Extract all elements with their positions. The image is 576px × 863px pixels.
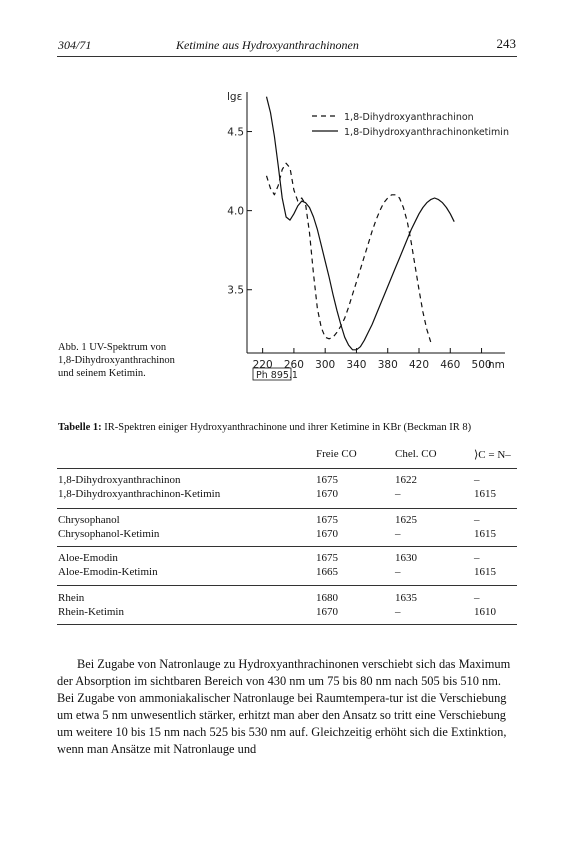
chel-co-value: 1635	[395, 592, 417, 604]
compound-name: 1,8-Dihydroxyanthrachinon	[58, 474, 181, 486]
column-header-chel-co: Chel. CO	[395, 448, 437, 460]
compound-name: Rhein	[58, 592, 85, 604]
caption-line: und seinem Ketimin.	[58, 368, 146, 379]
freie-co-value: 1670	[316, 488, 338, 500]
x-tick-label: 420	[408, 359, 430, 371]
header-rule	[57, 56, 517, 57]
x-tick-label: 460	[440, 359, 461, 371]
table-rule	[57, 508, 517, 509]
table-row	[58, 606, 518, 620]
caption-line: 1,8-Dihydroxyanthrachinon	[58, 355, 175, 366]
chart-legend	[312, 112, 509, 138]
x-tick-label: 380	[377, 359, 398, 371]
compound-name: Chrysophanol	[58, 514, 120, 526]
body-text	[57, 656, 519, 758]
table-row	[58, 552, 518, 566]
x-tick-label: 340	[346, 359, 367, 371]
table-row	[58, 488, 518, 502]
chel-co-value: 1630	[395, 552, 417, 564]
table-row	[58, 592, 518, 606]
compound-name: Chrysophanol-Ketimin	[58, 528, 160, 540]
x-tick-label: 500	[471, 359, 492, 371]
freie-co-value: 1670	[316, 528, 338, 540]
x-tick-label: 220	[252, 359, 273, 371]
table-rule	[57, 546, 517, 547]
running-header-title: Ketimine aus Hydroxyanthrachinonen	[176, 38, 359, 52]
y-tick-label: 4.5	[227, 126, 244, 139]
column-header-c-n: ⟩C = N–	[474, 449, 511, 461]
freie-co-value: 1680	[316, 592, 338, 604]
table-title-label: Tabelle 1:	[58, 422, 102, 433]
table-header-row	[58, 448, 518, 462]
c-n-value: 1615	[474, 566, 496, 578]
compound-name: Aloe-Emodin-Ketimin	[58, 566, 158, 578]
x-tick-label: 260	[283, 359, 304, 371]
c-n-value: –	[474, 514, 480, 526]
table-rule	[57, 624, 517, 625]
freie-co-value: 1675	[316, 474, 338, 486]
chel-co-value: –	[395, 566, 401, 578]
chel-co-value: –	[395, 528, 401, 540]
body-paragraph: Bei Zugabe von Natronlauge zu Hydroxyanthrachinonen verschiebt sich das Maximum der Absorption im sichtbaren Bereich von 430 nm um 75 bis 80 nm nach 505 bis 510 nm. Bei Zugabe von ammoniakalischer Natronlauge bei Raumtempera-tur ist die Verschiebung um etwa 5 nm unwesentlich stärker, erhitzt man aber den Ansatz so tritt eine Verschiebung um weitere 10 bis 15 nm nach 525 bis 530 nm auf. Gleichzeitig erhöht sich die Extinktion, wenn man Ansätze mit Natronlauge und	[57, 657, 511, 756]
chel-co-value: 1622	[395, 474, 417, 486]
table-title	[58, 422, 471, 433]
chel-co-value: –	[395, 606, 401, 618]
table-rule	[57, 585, 517, 586]
page-number: 243	[496, 36, 516, 51]
c-n-value: –	[474, 592, 480, 604]
table-row	[58, 566, 518, 580]
caption-line: Abb. 1 UV-Spektrum von	[58, 342, 167, 353]
series-line-anthrachinon	[267, 163, 431, 342]
compound-name: 1,8-Dihydroxyanthrachinon-Ketimin	[58, 488, 221, 500]
y-tick-label: 3.5	[227, 284, 244, 297]
c-n-value: 1610	[474, 606, 496, 618]
figure-caption	[58, 341, 208, 380]
c-n-value: 1615	[474, 528, 496, 540]
x-axis-unit-label: nm	[487, 359, 505, 371]
y-axis-label: lgε	[227, 91, 243, 103]
column-header-freie-co: Freie CO	[316, 448, 357, 460]
y-tick-label: 4.0	[227, 205, 244, 218]
x-tick-label: 300	[315, 359, 336, 371]
compound-name: Aloe-Emodin	[58, 552, 118, 564]
table-row	[58, 528, 518, 542]
compound-name: Rhein-Ketimin	[58, 606, 124, 618]
chel-co-value: –	[395, 488, 401, 500]
c-n-value: –	[474, 474, 480, 486]
table-row	[58, 474, 518, 488]
freie-co-value: 1675	[316, 552, 338, 564]
c-n-value: –	[474, 552, 480, 564]
figure-stamp	[253, 368, 298, 381]
table-title-text: IR-Spektren einiger Hydroxyanthrachinone und ihrer Ketimine in KBr (Beckman IR 8)	[101, 422, 472, 433]
legend-label-anthrachinon: 1,8-Dihydroxyanthrachinon	[344, 112, 474, 123]
table-row	[58, 514, 518, 528]
stamp-text: Ph 895.1	[256, 370, 298, 381]
uv-spectrum-chart	[200, 84, 520, 384]
legend-label-ketimin: 1,8-Dihydroxyanthrachinonketimin	[344, 127, 509, 138]
freie-co-value: 1675	[316, 514, 338, 526]
freie-co-value: 1665	[316, 566, 338, 578]
running-header-left: 304/71	[58, 38, 92, 52]
c-n-value: 1615	[474, 488, 496, 500]
chel-co-value: 1625	[395, 514, 417, 526]
freie-co-value: 1670	[316, 606, 338, 618]
table-rule	[57, 468, 517, 469]
